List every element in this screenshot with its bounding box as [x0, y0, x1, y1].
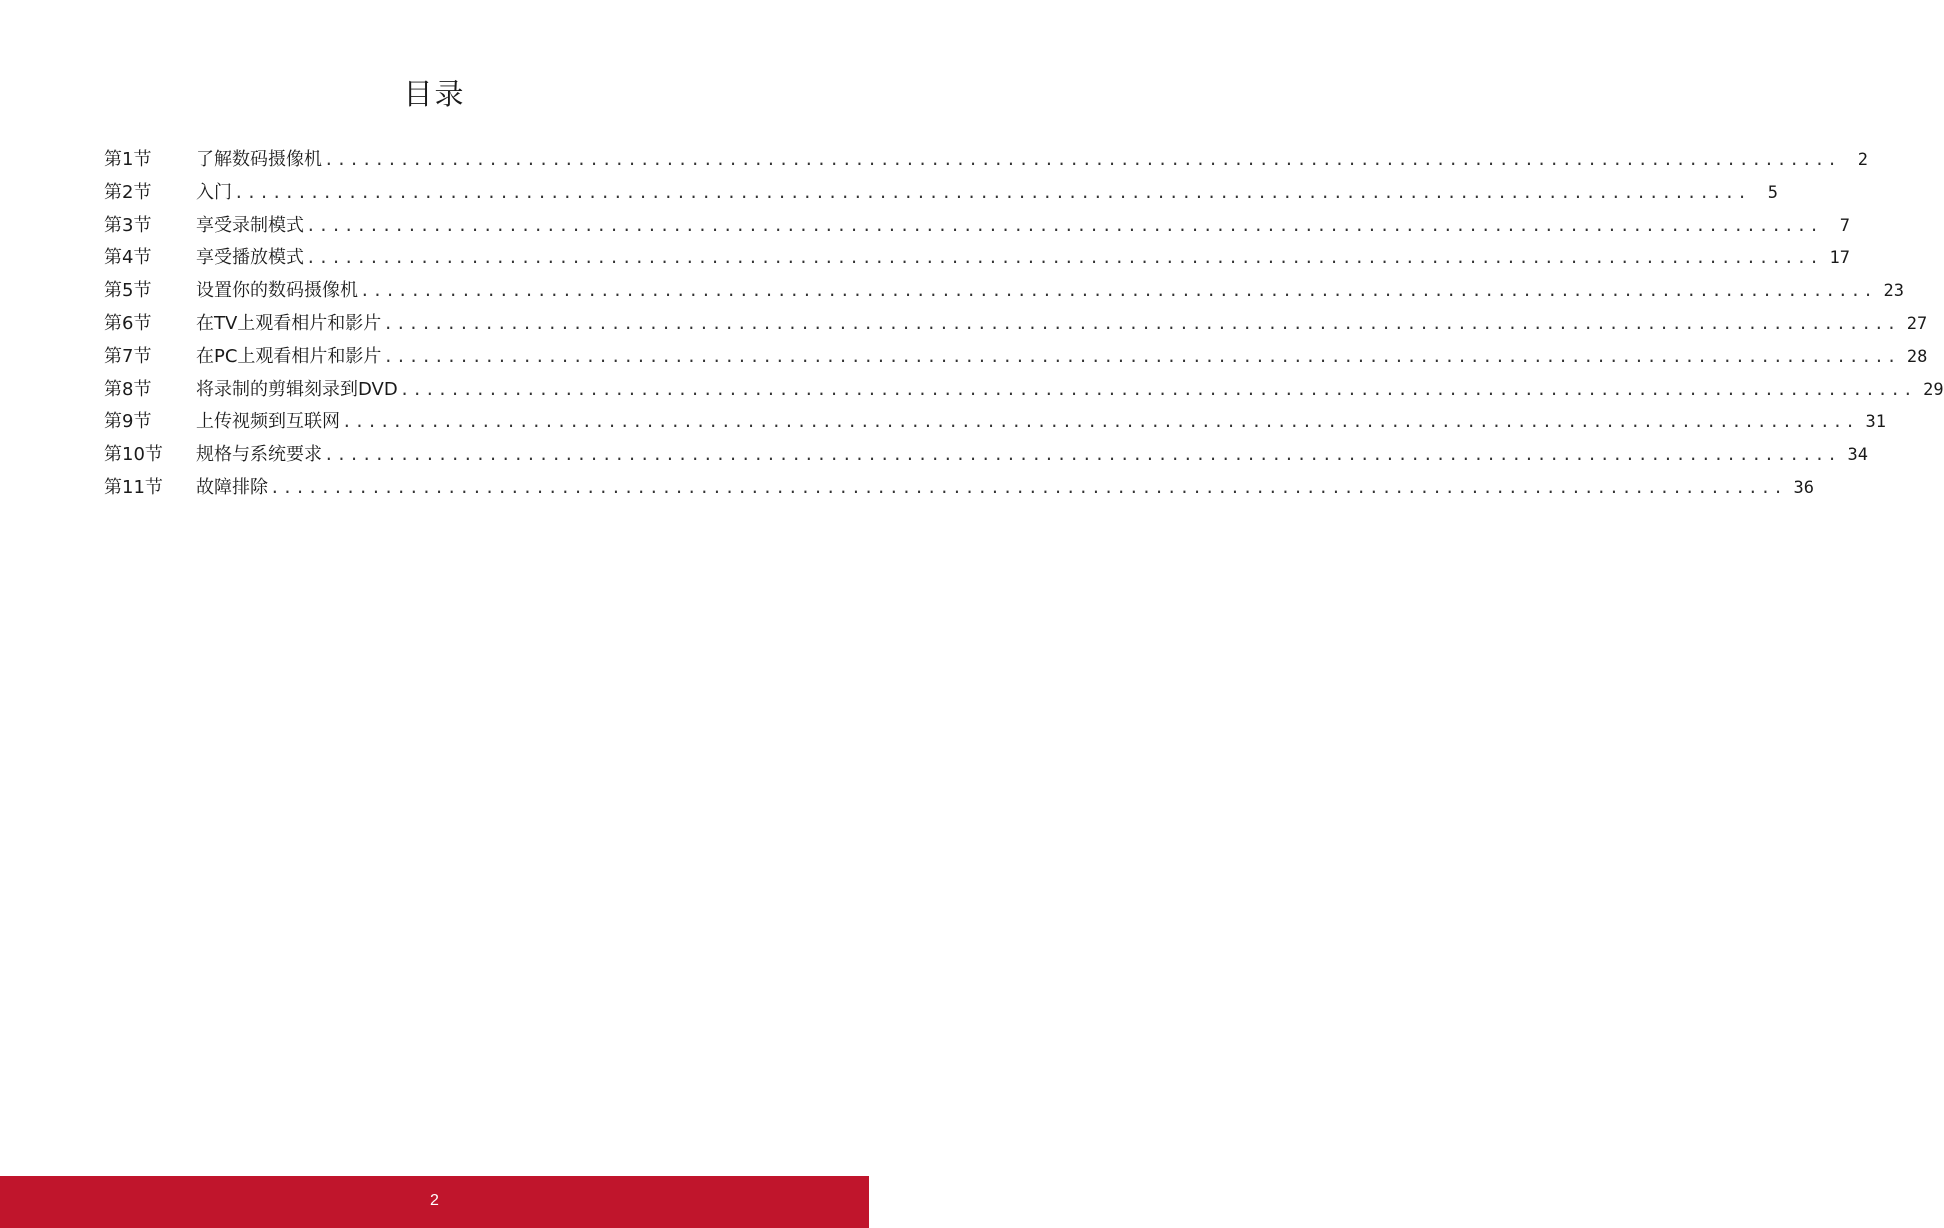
toc-entry[interactable] [104, 472, 1814, 505]
toc-section-title: 在PC上观看相片和影片 [196, 345, 382, 367]
toc-section-title: 享受播放模式 [196, 247, 304, 269]
toc-page-number: 34 [1847, 445, 1868, 466]
toc-section-number: 第10节 [104, 444, 163, 466]
toc-section-number: 第5节 [104, 280, 152, 302]
toc-section-title: 将录制的剪辑刻录到DVD [196, 378, 398, 400]
toc-section-number: 第9节 [104, 411, 152, 433]
toc-section-number: 第3节 [104, 214, 152, 236]
toc-entry[interactable] [104, 406, 1886, 439]
toc-entry[interactable] [104, 275, 1904, 308]
dot-leader: ........................................................................................................................ [306, 248, 1822, 268]
dot-leader: ........................................................................................................................ [342, 412, 1858, 432]
dot-leader: ........................................................................................................................ [399, 379, 1916, 399]
toc-page-number: 5 [1767, 182, 1778, 203]
toc-page-number: 27 [1906, 313, 1928, 334]
table-of-contents [104, 144, 1944, 505]
dot-leader: ........................................................................................................................ [383, 313, 1900, 333]
toc-section-title: 了解数码摄像机 [196, 149, 322, 170]
dot-leader: ........................................................................................................................ [324, 150, 1840, 169]
toc-section-number: 第7节 [104, 345, 152, 367]
toc-section-number: 第6节 [104, 312, 152, 334]
toc-section-title: 享受录制模式 [196, 214, 304, 236]
toc-entry[interactable] [104, 439, 1868, 472]
footer-page-number: 2 [430, 1192, 439, 1209]
toc-section-title: 设置你的数码摄像机 [196, 280, 358, 302]
toc-entry[interactable] [104, 177, 1778, 210]
dot-leader: ........................................................................................................................ [360, 281, 1876, 301]
footer-bar [0, 1176, 869, 1228]
toc-entry[interactable] [104, 374, 1944, 407]
page-title: 目录 [403, 77, 466, 111]
toc-section-title: 规格与系统要求 [196, 444, 322, 466]
toc-section-title: 入门 [196, 181, 232, 203]
toc-section-number: 第8节 [104, 378, 152, 400]
toc-page-number: 29 [1923, 379, 1944, 400]
toc-section-number: 第11节 [104, 476, 163, 498]
toc-entry[interactable] [104, 341, 1928, 374]
toc-page-number: 23 [1883, 281, 1904, 302]
toc-page-number: 2 [1857, 150, 1868, 170]
dot-leader: ........................................................................................................................ [306, 215, 1822, 235]
toc-entry[interactable] [104, 210, 1850, 243]
toc-page-number: 7 [1839, 215, 1850, 236]
dot-leader: ........................................................................................................................ [234, 182, 1750, 202]
toc-page-number: 28 [1906, 346, 1928, 367]
toc-page-number: 31 [1865, 412, 1886, 433]
toc-section-title: 故障排除 [196, 476, 268, 498]
toc-page-number: 36 [1793, 477, 1814, 498]
toc-section-number: 第4节 [104, 247, 152, 269]
toc-entry[interactable] [104, 144, 1868, 177]
toc-section-number: 第1节 [104, 149, 152, 170]
toc-entry[interactable] [104, 242, 1850, 275]
toc-section-title: 在TV上观看相片和影片 [196, 312, 382, 334]
dot-leader: ........................................................................................................................ [324, 445, 1840, 465]
dot-leader: ........................................................................................................................ [270, 477, 1786, 497]
dot-leader: ........................................................................................................................ [383, 346, 1900, 366]
toc-section-number: 第2节 [104, 181, 152, 203]
toc-page-number: 17 [1829, 248, 1850, 269]
toc-section-title: 上传视频到互联网 [196, 411, 340, 433]
toc-entry[interactable] [104, 308, 1928, 341]
